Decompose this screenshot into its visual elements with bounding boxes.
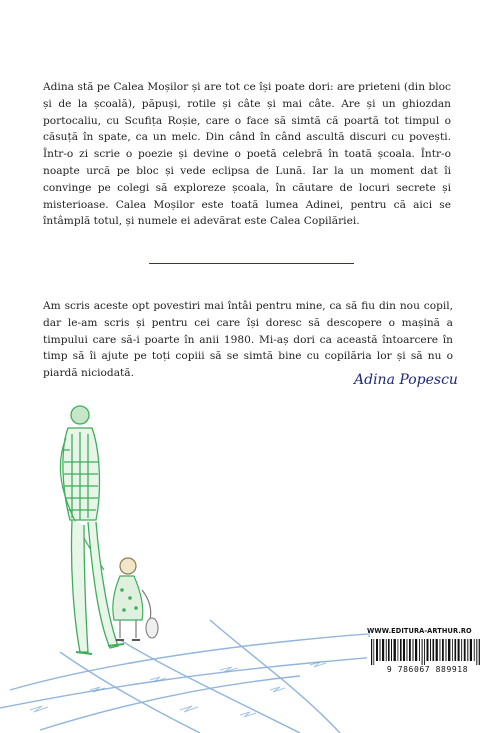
publisher-url[interactable]: WWW.EDITURA-ARTHUR.RO xyxy=(367,627,472,635)
ground-scribbles xyxy=(30,662,326,717)
section-divider xyxy=(149,263,354,264)
father-and-child-walking-icon xyxy=(0,390,370,733)
isbn-digits: 9 786067 889918 xyxy=(367,665,488,674)
blurb-paragraph-1: Adina stă pe Calea Moșilor și are tot ce își poate dori: are prieteni (din bloc și de la școală), păpuși, rotile și câte și mai câte. Are și un ghiozdan portocaliu, cu Scufița Roșie, care o face să simtă că poartă tot timpul o căsuță în spate, ca un melc. Din când în când ascultă discuri cu povești. Într-o zi scrie o poezie și devine o poetă celebră în toată școala. Într-o noapte urcă pe bloc și vede eclipsa de Lună. Iar la un moment dat îi convinge pe colegi să exploreze școala, în căutare de locuri secrete și misterioase. Calea Moșilor este toată lumea Adinei, pentru că aici se întâmplă totul, și numele ei adevărat este Calea Copilăriei. xyxy=(43,81,451,228)
author-signature xyxy=(350,363,460,393)
ground-sketch xyxy=(0,620,370,733)
barcode xyxy=(367,639,488,665)
child-figure xyxy=(113,558,158,640)
signature-text: Adina Popescu xyxy=(354,372,458,388)
blurb-paragraph-2: Am scris aceste opt povestiri mai întâi pentru mine, ca să fiu din nou copil, dar le-am scris și pentru cei care își doresc să descopere o mașină a timpului care să-i poarte în anii 1980. Mi-aș dori ca această întoarcere în timp să îi ajute pe toți copiii să se simtă bine cu copilăria lor și să nu o piardă niciodată. xyxy=(43,300,453,380)
